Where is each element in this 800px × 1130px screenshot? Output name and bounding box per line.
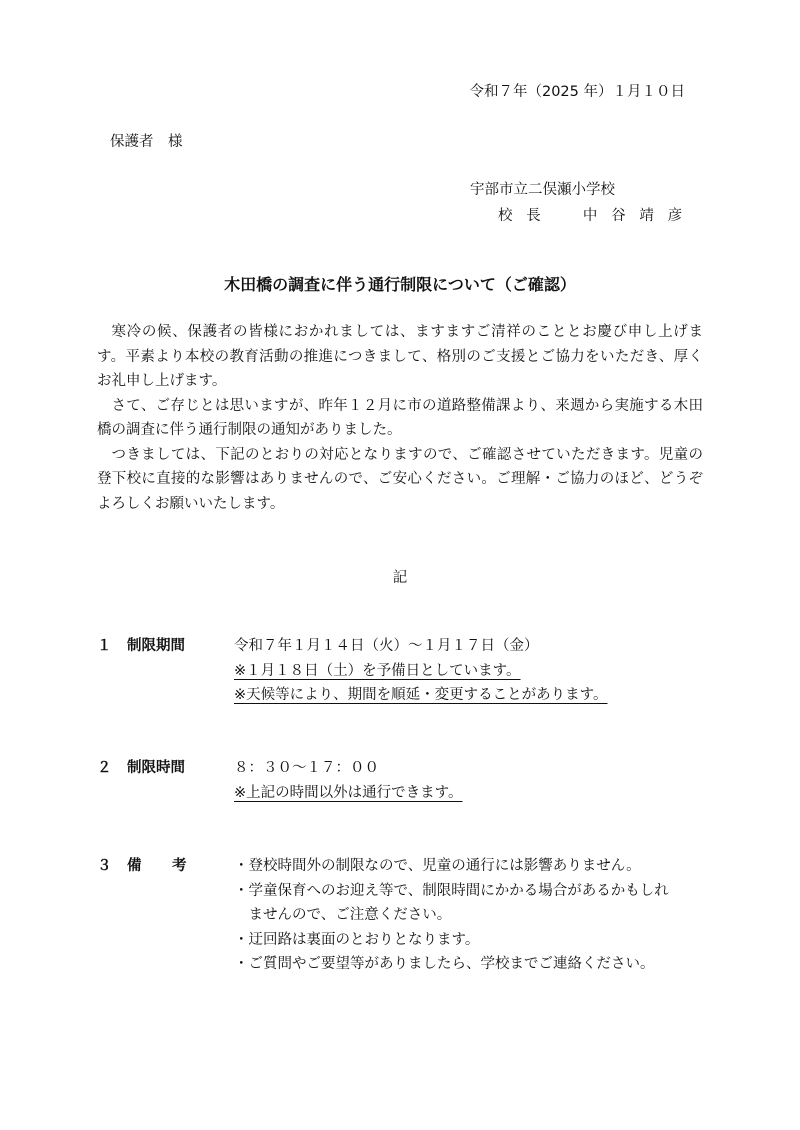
section-number: １ <box>97 638 112 654</box>
section-values <box>234 634 608 708</box>
remark-item-continued: ませんので、ご注意ください。 <box>248 907 452 923</box>
addressee: 保護者 様 <box>110 134 183 150</box>
section-values <box>234 756 463 805</box>
restriction-hours: ８：３０～１７：００ <box>234 760 379 776</box>
weather-note: ※天候等により、期間を順延・変更することがあります。 <box>234 687 608 703</box>
remark-item: ・ご質問やご要望等がありましたら、学校までご連絡ください。 <box>234 956 655 972</box>
section-label: 制限期間 <box>127 638 185 654</box>
document-date: 令和７年（2025 年）１月１０日 <box>469 84 685 100</box>
reserve-day-note: ※１月１８日（土）を予備日としています。 <box>234 662 521 679</box>
section-number: ２ <box>97 760 112 776</box>
outside-hours-note: ※上記の時間以外は通行できます。 <box>234 784 463 801</box>
body-paragraph-greeting: 寒冷の候、保護者の皆様におかれましては、ますますご清祥のこととお慶び申し上げます。平素より本校の教育活動の推進につきまして、格別のご支援とご協力をいただき、厚くお礼申し上げます。 <box>97 324 703 389</box>
body-paragraph-notice: さて、ご存じとは思いますが、昨年１２月に市の道路整備課より、来週から実施する木田橋の調査に伴う通行制限の通知がありました。 <box>97 397 703 438</box>
document-title: 木田橋の調査に伴う通行制限について（ご確認） <box>224 275 576 294</box>
section-label: 制限時間 <box>127 760 185 776</box>
section-number: ３ <box>97 858 112 874</box>
principal-name: 校長 中谷靖彦 <box>498 208 696 224</box>
remarks-list <box>234 854 669 977</box>
period-dates: 令和７年１月１４日（火）～１月１７日（金） <box>234 638 539 654</box>
letter-body <box>97 320 703 516</box>
body-paragraph-request: つきましては、下記のとおりの対応となりますので、ご確認させていただきます。児童の登下校に直接的な影響はありませんので、ご安心ください。ご理解・ご協力のほど、どうぞよろしくお願いいたします。 <box>97 446 703 512</box>
school-name: 宇部市立二俣瀬小学校 <box>470 182 615 198</box>
ki-heading: 記 <box>392 570 408 586</box>
remark-item: ・迂回路は裏面のとおりとなります。 <box>234 931 480 948</box>
remark-item: ・学童保育へのお迎え等で、制限時間にかかる場合があるかもしれ <box>234 882 669 899</box>
remark-item: ・登校時間外の制限なので、児童の通行には影響ありません。 <box>234 858 641 874</box>
section-label: 備考 <box>127 858 217 874</box>
